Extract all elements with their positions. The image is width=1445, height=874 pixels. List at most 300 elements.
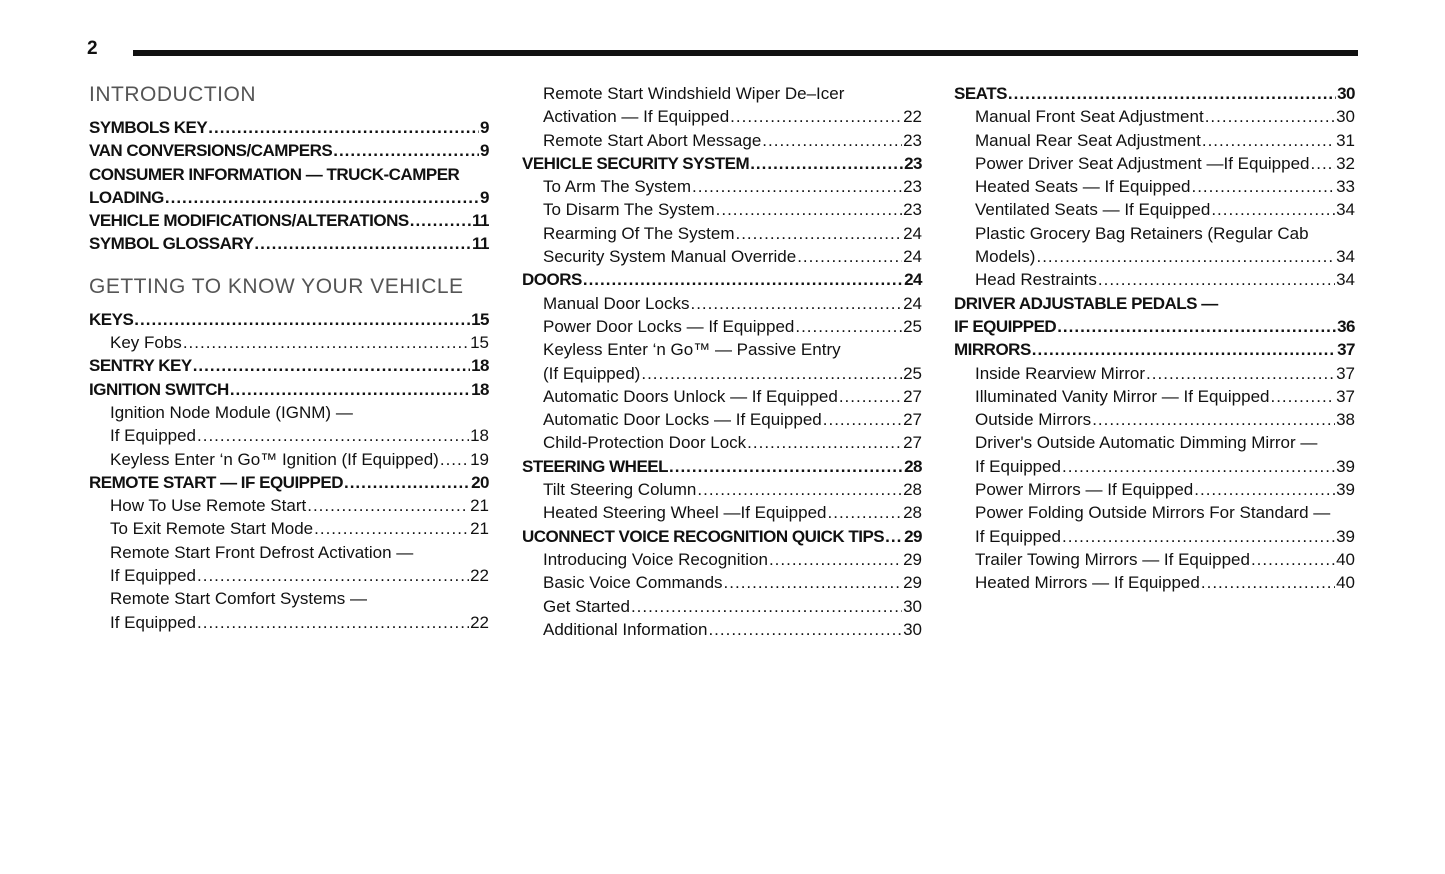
toc-entry-title: IF EQUIPPED: [954, 316, 1057, 336]
dot-leader: [134, 308, 470, 331]
toc-entry[interactable]: [89, 331, 489, 354]
dot-leader: [769, 548, 902, 571]
toc-entry-line: [975, 268, 1355, 291]
dot-leader: [1311, 152, 1336, 175]
toc-page-number: 30: [1337, 84, 1355, 103]
dot-leader: [344, 471, 470, 494]
dot-leader: [823, 408, 902, 431]
toc-entry[interactable]: [89, 378, 489, 401]
toc-entry-line: [954, 292, 1355, 315]
dot-leader: [254, 232, 471, 255]
toc-entry-title: Ignition Node Module (IGNM) —: [110, 402, 353, 422]
toc-entry-title: Tilt Steering Column: [543, 480, 697, 500]
dot-leader: [885, 525, 903, 548]
toc-page-number: 37: [1337, 340, 1355, 360]
toc-entry[interactable]: [522, 571, 922, 594]
dot-leader: [828, 501, 903, 524]
toc-entry[interactable]: [89, 448, 489, 471]
toc-entry[interactable]: [954, 268, 1355, 291]
toc-entry[interactable]: [522, 618, 922, 641]
toc-entry-title: Key Fobs: [110, 333, 182, 353]
toc-entry-title: SENTRY KEY: [89, 356, 192, 376]
toc-entry-title: Additional Information: [543, 619, 708, 639]
toc-entry[interactable]: [954, 571, 1355, 594]
toc-entry-title: Outside Mirrors: [975, 410, 1092, 430]
toc-entry[interactable]: [522, 385, 922, 408]
toc-entry-title: Illuminated Vanity Mirror — If Equipped: [975, 386, 1270, 406]
toc-entry[interactable]: [954, 501, 1355, 548]
toc-entry-line: [543, 618, 922, 641]
toc-entry[interactable]: [89, 541, 489, 588]
dot-leader: [1205, 105, 1335, 128]
toc-entry-line: [522, 455, 922, 478]
toc-entry-title: Driver's Outside Automatic Dimming Mirror —: [975, 433, 1318, 453]
toc-entry[interactable]: [954, 292, 1355, 339]
toc-page-number: 33: [1336, 177, 1355, 197]
toc-page-number: 28: [903, 480, 922, 500]
toc-entry-line: [975, 478, 1355, 501]
toc-entry[interactable]: [954, 408, 1355, 431]
toc-page-number: 23: [903, 130, 922, 150]
toc-page-number: 23: [904, 153, 922, 173]
toc-page-number: 27: [903, 386, 922, 406]
dot-leader: [750, 152, 903, 175]
toc-page-number: 24: [903, 223, 922, 243]
toc-entry-title: How To Use Remote Start: [110, 496, 307, 516]
dot-leader: [1032, 338, 1336, 361]
toc-entry-title: MIRRORS: [954, 340, 1031, 360]
toc-entry[interactable]: [522, 501, 922, 524]
toc-column-1: [89, 82, 489, 634]
toc-page-number: 9: [480, 141, 489, 161]
toc-page-number: 22: [470, 566, 489, 586]
toc-entry[interactable]: [954, 175, 1355, 198]
toc-page-number: 32: [1336, 153, 1355, 173]
toc-page-number: 19: [470, 449, 489, 469]
toc-entry-title: Remote Start Abort Message: [543, 130, 762, 150]
toc-entry[interactable]: [89, 116, 489, 139]
toc-entry-line: [543, 175, 922, 198]
dot-leader: [641, 362, 902, 385]
toc-entry-title: Manual Front Seat Adjustment: [975, 107, 1204, 127]
toc-entry-title: Basic Voice Commands: [543, 573, 723, 593]
dot-leader: [692, 175, 902, 198]
toc-entry[interactable]: [522, 175, 922, 198]
toc-entry-line: [975, 385, 1355, 408]
toc-entry[interactable]: [954, 478, 1355, 501]
toc-entry-line: [975, 152, 1355, 175]
toc-page-number: 30: [903, 596, 922, 616]
toc-entry[interactable]: [522, 478, 922, 501]
toc-page-number: 27: [903, 410, 922, 430]
toc-entry-line: [110, 587, 489, 610]
toc-entry-line: [975, 501, 1355, 524]
toc-entry[interactable]: [954, 222, 1355, 269]
dot-leader: [230, 378, 470, 401]
toc-page-number: 37: [1336, 386, 1355, 406]
toc-page-number: 20: [471, 472, 489, 492]
toc-page-number: 39: [1336, 456, 1355, 476]
toc-entry-title: Trailer Towing Mirrors — If Equipped: [975, 549, 1250, 569]
toc-entry[interactable]: [522, 245, 922, 268]
toc-entry-line: [975, 245, 1355, 268]
toc-entry-title: LOADING: [89, 187, 164, 207]
toc-page-number: 9: [480, 187, 489, 207]
dot-leader: [314, 517, 469, 540]
toc-page-number: 29: [904, 526, 922, 546]
dot-leader: [795, 315, 902, 338]
toc-page-number: 39: [1336, 526, 1355, 546]
toc-entry-line: [543, 338, 922, 361]
toc-entry-title: Child-Protection Door Lock: [543, 433, 747, 453]
toc-page-number: 18: [471, 379, 489, 399]
toc-entry-line: [89, 116, 489, 139]
dot-leader: [183, 331, 469, 354]
toc-entry-line: [543, 595, 922, 618]
dot-leader: [307, 494, 469, 517]
toc-entry-line: [110, 448, 489, 471]
toc-entry-title: Heated Seats — If Equipped: [975, 177, 1191, 197]
toc-entry-line: [522, 525, 922, 548]
toc-entry-line: [975, 408, 1355, 431]
toc-entry-title: VEHICLE MODIFICATIONS/ALTERATIONS: [89, 211, 409, 231]
toc-entry-title: Security System Manual Override: [543, 247, 797, 267]
toc-entry-line: [543, 222, 922, 245]
toc-entry[interactable]: [954, 152, 1355, 175]
toc-entry[interactable]: [522, 525, 922, 548]
toc-entry-title: Remote Start Windshield Wiper De–Icer: [543, 84, 845, 103]
toc-entry[interactable]: [522, 338, 922, 385]
toc-entry-title: DRIVER ADJUSTABLE PEDALS —: [954, 293, 1218, 313]
toc-entry-title: CONSUMER INFORMATION — TRUCK-CAMPER: [89, 164, 460, 184]
toc-entry-line: [543, 82, 922, 105]
page-number: 2: [87, 38, 98, 59]
toc-entry-line: [543, 198, 922, 221]
dot-leader: [716, 198, 902, 221]
toc-page-number: 25: [903, 363, 922, 383]
toc-entry-title: SYMBOL GLOSSARY: [89, 234, 254, 254]
toc-page-number: 40: [1336, 549, 1355, 569]
toc-entry-line: [89, 139, 489, 162]
toc-entry-title: To Exit Remote Start Mode: [110, 519, 314, 539]
toc-entry-line: [975, 222, 1355, 245]
toc-entry-line: [110, 494, 489, 517]
toc-entry-title: Models): [975, 247, 1036, 267]
toc-entry-line: [89, 186, 489, 209]
toc-entry-title: DOORS: [522, 270, 582, 290]
toc-page-number: 24: [904, 270, 922, 290]
toc-entry[interactable]: [954, 198, 1355, 221]
toc-entry-line: [89, 163, 489, 186]
dot-leader: [197, 424, 469, 447]
toc-entry-title: If Equipped: [110, 426, 197, 446]
dot-leader: [165, 186, 479, 209]
toc-entry-line: [110, 564, 489, 587]
toc-page-number: 40: [1336, 573, 1355, 593]
toc-entry-title: If Equipped: [975, 526, 1062, 546]
toc-entry-title: Get Started: [543, 596, 630, 616]
toc-entry-title: Manual Door Locks: [543, 293, 690, 313]
toc-entry-line: [543, 408, 922, 431]
toc-page-number: 23: [903, 200, 922, 220]
toc-page-number: 25: [903, 316, 922, 336]
toc-page-number: 27: [903, 433, 922, 453]
toc-page-number: 39: [1336, 480, 1355, 500]
toc-entry-title: Keyless Enter ‘n Go™ Ignition (If Equipped): [110, 449, 439, 469]
toc-entry-title: Activation — If Equipped: [543, 107, 730, 127]
toc-entry-title: Automatic Door Locks — If Equipped: [543, 410, 822, 430]
toc-entry-line: [543, 105, 922, 128]
toc-entry-title: KEYS: [89, 309, 134, 329]
toc-entry-title: VEHICLE SECURITY SYSTEM: [522, 153, 750, 173]
toc-page-number: 15: [471, 309, 489, 329]
toc-entry-title: Introducing Voice Recognition: [543, 549, 768, 569]
dot-leader: [1062, 525, 1335, 548]
toc-entry-title: Rearming Of The System: [543, 223, 735, 243]
toc-entry[interactable]: [89, 517, 489, 540]
toc-entry-line: [975, 455, 1355, 478]
toc-entry-line: [975, 105, 1355, 128]
toc-entry-line: [89, 232, 489, 255]
toc-column-3: [954, 82, 1355, 595]
toc-entry-title: IGNITION SWITCH: [89, 379, 229, 399]
dot-leader: [762, 129, 902, 152]
toc-page-number: 11: [472, 234, 489, 254]
toc-entry[interactable]: [89, 163, 489, 210]
toc-entry-title: REMOTE START — IF EQUIPPED: [89, 472, 343, 492]
dot-leader: [1146, 362, 1335, 385]
dot-leader: [1036, 245, 1335, 268]
toc-entry-line: [110, 401, 489, 424]
toc-entry[interactable]: [954, 548, 1355, 571]
toc-entry-line: [110, 611, 489, 634]
toc-entry-title: If Equipped: [110, 566, 197, 586]
toc-page-number: 34: [1336, 200, 1355, 220]
toc-entry-title: STEERING WHEEL: [522, 456, 669, 476]
dot-leader: [193, 354, 470, 377]
toc-entry-title: To Disarm The System: [543, 200, 715, 220]
toc-page-number: 21: [470, 519, 489, 539]
toc-entry[interactable]: [522, 595, 922, 618]
toc-entry-line: [89, 471, 489, 494]
toc-entry-line: [975, 129, 1355, 152]
dot-leader: [197, 611, 469, 634]
toc-page-number: 11: [472, 211, 489, 231]
toc-entry-line: [975, 431, 1355, 454]
toc-entry-title: Power Mirrors — If Equipped: [975, 480, 1194, 500]
toc-entry[interactable]: [89, 308, 489, 331]
toc-page-number: 22: [470, 612, 489, 632]
dot-leader: [1251, 548, 1335, 571]
toc-entry[interactable]: [89, 232, 489, 255]
toc-entry-line: [975, 175, 1355, 198]
toc-entry-line: [543, 431, 922, 454]
dot-leader: [197, 564, 469, 587]
toc-entry-title: (If Equipped): [543, 363, 641, 383]
toc-page-number: 30: [903, 619, 922, 639]
toc-entry-title: To Arm The System: [543, 177, 692, 197]
toc-entry-title: Remote Start Comfort Systems —: [110, 589, 367, 609]
dot-leader: [1202, 129, 1335, 152]
toc-entry-line: [110, 517, 489, 540]
dot-leader: [1092, 408, 1335, 431]
dot-leader: [724, 571, 903, 594]
toc-page-number: 18: [471, 356, 489, 376]
dot-leader: [708, 618, 902, 641]
toc-page-number: 24: [903, 247, 922, 267]
toc-entry[interactable]: [954, 385, 1355, 408]
toc-page-number: 38: [1336, 410, 1355, 430]
toc-entry[interactable]: [954, 129, 1355, 152]
toc-entry-line: [110, 424, 489, 447]
toc-entry[interactable]: [954, 362, 1355, 385]
dot-leader: [730, 105, 902, 128]
toc-entry-title: Automatic Doors Unlock — If Equipped: [543, 386, 838, 406]
toc-entry-title: SEATS: [954, 84, 1007, 103]
dot-leader: [1211, 198, 1335, 221]
dot-leader: [1270, 385, 1335, 408]
toc-entry-line: [543, 571, 922, 594]
dot-leader: [631, 595, 902, 618]
toc-page-number: 18: [470, 426, 489, 446]
toc-entry[interactable]: [954, 105, 1355, 128]
toc-entry-line: [543, 362, 922, 385]
dot-leader: [697, 478, 902, 501]
dot-leader: [1098, 268, 1335, 291]
toc-entry-title: Plastic Grocery Bag Retainers (Regular Cab: [975, 223, 1309, 243]
toc-entry-title: Power Door Locks — If Equipped: [543, 316, 795, 336]
dot-leader: [208, 116, 479, 139]
toc-entry[interactable]: [954, 338, 1355, 361]
toc-page-number: 30: [1336, 107, 1355, 127]
toc-entry-line: [954, 338, 1355, 361]
toc-entry-title: VAN CONVERSIONS/CAMPERS: [89, 141, 333, 161]
toc-entry-line: [543, 315, 922, 338]
toc-page-number: 29: [903, 549, 922, 569]
toc-entry-line: [89, 378, 489, 401]
toc-entry[interactable]: [522, 408, 922, 431]
toc-entry[interactable]: [954, 431, 1355, 478]
toc-entry-title: Manual Rear Seat Adjustment: [975, 130, 1201, 150]
toc-entry-title: Power Folding Outside Mirrors For Standard —: [975, 503, 1331, 523]
dot-leader: [1008, 82, 1336, 105]
toc-entry-line: [110, 331, 489, 354]
toc-entry-line: [522, 152, 922, 175]
toc-entry-line: [522, 268, 922, 291]
toc-page-number: 31: [1336, 130, 1355, 150]
toc-entry-line: [89, 354, 489, 377]
toc-page-number: 22: [903, 107, 922, 127]
toc-entry-title: If Equipped: [110, 612, 197, 632]
toc-entry-title: Power Driver Seat Adjustment —If Equipped: [975, 153, 1310, 173]
toc-entry[interactable]: [522, 198, 922, 221]
toc-entry[interactable]: [522, 152, 922, 175]
dot-leader: [583, 268, 903, 291]
toc-entry[interactable]: [89, 494, 489, 517]
dot-leader: [1201, 571, 1335, 594]
toc-page-number: 9: [480, 118, 489, 137]
dot-leader: [1062, 455, 1335, 478]
dot-leader: [410, 209, 471, 232]
toc-entry-title: Inside Rearview Mirror: [975, 363, 1146, 383]
section-heading: INTRODUCTION: [89, 83, 256, 106]
toc-entry-line: [543, 129, 922, 152]
toc-entry-line: [975, 198, 1355, 221]
toc-entry-title: Ventilated Seats — If Equipped: [975, 200, 1211, 220]
header-rule: [133, 50, 1358, 56]
toc-entry-title: Heated Mirrors — If Equipped: [975, 573, 1200, 593]
toc-entry[interactable]: [522, 548, 922, 571]
toc-entry[interactable]: [522, 455, 922, 478]
toc-entry-line: [975, 362, 1355, 385]
toc-entry[interactable]: [954, 82, 1355, 105]
dot-leader: [1057, 315, 1336, 338]
toc-entry[interactable]: [522, 222, 922, 245]
toc-entry[interactable]: [522, 268, 922, 291]
toc-page-number: 23: [903, 177, 922, 197]
toc-entry-line: [543, 245, 922, 268]
toc-entry[interactable]: [522, 129, 922, 152]
toc-entry-line: [543, 478, 922, 501]
toc-entry-line: [543, 501, 922, 524]
toc-entry-line: [954, 82, 1355, 105]
section-heading: GETTING TO KNOW YOUR VEHICLE: [89, 274, 464, 298]
toc-entry-title: Head Restraints: [975, 270, 1097, 290]
toc-page-number: 21: [470, 496, 489, 516]
toc-entry[interactable]: [89, 401, 489, 448]
dot-leader: [747, 431, 902, 454]
toc-entry-line: [975, 571, 1355, 594]
dot-leader: [440, 448, 469, 471]
toc-entry[interactable]: [89, 354, 489, 377]
toc-entry[interactable]: [522, 431, 922, 454]
dot-leader: [797, 245, 902, 268]
toc-entry-line: [543, 385, 922, 408]
toc-entry[interactable]: [522, 82, 922, 129]
dot-leader: [839, 385, 902, 408]
toc-entry-line: [954, 315, 1355, 338]
toc-entry[interactable]: [89, 587, 489, 634]
toc-page-number: 24: [903, 293, 922, 313]
toc-entry[interactable]: [89, 139, 489, 162]
toc-page-number: 36: [1337, 316, 1355, 336]
toc-column-2: [522, 82, 922, 641]
toc-entry[interactable]: [522, 292, 922, 315]
toc-entry[interactable]: [89, 209, 489, 232]
toc-entry-title: UCONNECT VOICE RECOGNITION QUICK TIPS: [522, 526, 885, 546]
toc-entry-line: [975, 548, 1355, 571]
toc-page-number: 28: [903, 503, 922, 523]
toc-page-number: 37: [1336, 363, 1355, 383]
toc-entry-title: Keyless Enter ‘n Go™ — Passive Entry: [543, 340, 841, 360]
toc-entry-line: [543, 548, 922, 571]
toc-page-number: 34: [1336, 270, 1355, 290]
toc-entry[interactable]: [522, 315, 922, 338]
dot-leader: [669, 455, 903, 478]
dot-leader: [1194, 478, 1335, 501]
toc-entry-line: [543, 292, 922, 315]
toc-entry[interactable]: [89, 471, 489, 494]
toc-page-number: 28: [904, 456, 922, 476]
dot-leader: [735, 222, 902, 245]
toc-entry-line: [110, 541, 489, 564]
dot-leader: [1191, 175, 1335, 198]
toc-page-number: 29: [903, 573, 922, 593]
toc-page-number: 34: [1336, 247, 1355, 267]
toc-entry-line: [89, 209, 489, 232]
toc-page-number: 15: [470, 333, 489, 353]
toc-entry-title: Remote Start Front Defrost Activation —: [110, 542, 414, 562]
